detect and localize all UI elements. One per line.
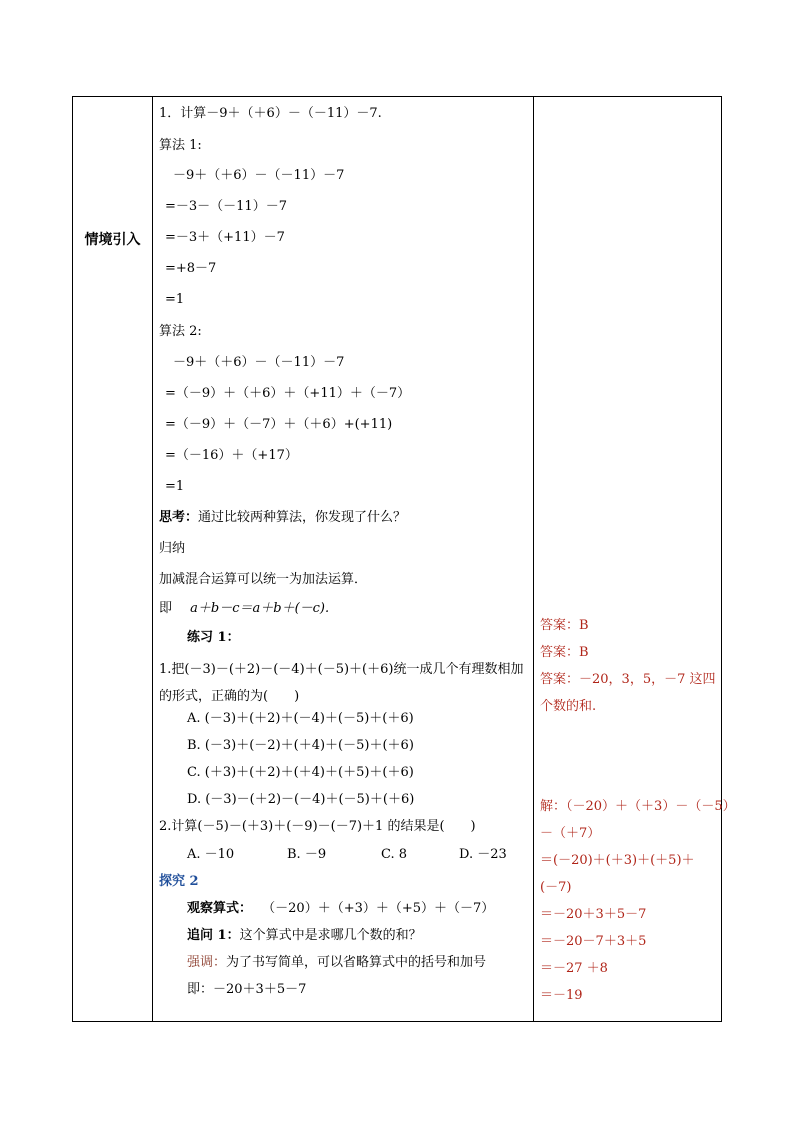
method-1-title: 算法 1: [159, 138, 202, 153]
method-1-line: =+8－7 [165, 261, 217, 276]
practice-1-option: B. (－3)＋(－2)＋(＋4)＋(－5)＋(＋6) [187, 738, 414, 753]
ask-label: 追问 1： [187, 928, 240, 943]
summary-title: 归纳 [159, 541, 186, 556]
solution-line: －（＋7） [540, 826, 601, 841]
method-2-line: =1 [165, 479, 185, 494]
observe-label: 观察算式： [187, 901, 253, 916]
method-1-line: =－3－（－11）－7 [165, 199, 287, 214]
formula-line [159, 600, 329, 618]
method-1-line: －9＋（＋6）－（－11）－7 [173, 168, 345, 183]
practice-2-option: C. 8 [381, 847, 408, 862]
answer-3-line-1: 答案：－20，3，5，－7 这四 [540, 672, 716, 687]
emphasis-text: 为了书写简单，可以省略算式中的括号和加号 [226, 955, 487, 970]
method-2-line: =（－9）＋（＋6）＋（+11）＋（－7） [165, 386, 411, 401]
practice-2-stem: 2.计算(－5)－(＋3)＋(－9)－(－7)＋1 的结果是( ) [159, 819, 476, 834]
section-label: 情境引入 [84, 232, 141, 248]
answer-1: 答案：B [540, 618, 589, 633]
formula: a＋b－c＝a＋b＋(－c). [190, 601, 330, 616]
method-2-line: －9＋（＋6）－（－11）－7 [173, 355, 345, 370]
answers-cell [534, 97, 736, 1021]
lesson-table [72, 96, 736, 1022]
solution-line: ＝－19 [540, 988, 583, 1003]
question-1: 1．计算－9＋（＋6）－（－11）－7. [159, 106, 382, 121]
practice-1-option: D. (－3)－(＋2)－(－4)＋(－5)＋(＋6) [187, 792, 415, 807]
solution-line: ＝(－20)＋(＋3)＋(＋5)＋ [540, 853, 695, 868]
solution-line: ＝－20＋3＋5－7 [540, 907, 647, 922]
ask-line [187, 927, 422, 945]
answer-3-line-2: 个数的和. [540, 699, 597, 714]
method-1-line: =－3＋（+11）－7 [165, 230, 285, 245]
think-label: 思考： [159, 510, 199, 525]
think-prompt [159, 509, 406, 527]
main-content-cell [153, 97, 533, 1021]
method-2-line: =（－16）＋（+17） [165, 448, 298, 463]
method-2-line: =（－9）＋（－7）＋（＋6）+(+11) [165, 417, 393, 432]
practice-1-option: C. (＋3)＋(＋2)＋(＋4)＋(＋5)＋(＋6) [187, 765, 414, 780]
observe-expression: （－20）＋（+3）＋（+5）＋（－7） [262, 901, 495, 916]
practice-title: 练习 1： [187, 630, 240, 645]
practice-2-option: D. －23 [459, 847, 507, 862]
solution-line: ＝－20－7＋3＋5 [540, 934, 647, 949]
formula-prefix: 即 [159, 601, 173, 616]
practice-1-stem: 1.把(－3)－(＋2)－(－4)＋(－5)＋(＋6)统一成几个有理数相加的形式，正确的为( ) [159, 662, 524, 704]
solution-line: ＝－27 ＋8 [540, 961, 608, 976]
solution-line: 解：（－20）＋（＋3）－（－5） [540, 799, 736, 814]
ask-text: 这个算式中是求哪几个数的和？ [239, 928, 422, 943]
practice-1-option: A. (－3)＋(＋2)＋(－4)＋(－5)＋(＋6) [187, 711, 414, 726]
emphasis-result: 即：－20＋3＋5－7 [187, 982, 307, 997]
emphasis-label: 强调： [187, 955, 227, 970]
method-2-title: 算法 2: [159, 324, 202, 339]
explore-title: 探究 2 [159, 874, 199, 889]
think-text: 通过比较两种算法，你发现了什么？ [198, 510, 407, 525]
practice-2-option: B. －9 [287, 847, 327, 862]
emphasis-line [187, 954, 486, 972]
solution-line: (－7) [540, 880, 572, 895]
observe-line [187, 900, 494, 918]
method-1-line: =1 [165, 292, 185, 307]
section-label-cell [73, 97, 152, 1021]
answer-2: 答案：B [540, 645, 589, 660]
practice-2-option: A. －10 [187, 847, 235, 862]
summary-text: 加减混合运算可以统一为加法运算． [159, 572, 368, 587]
